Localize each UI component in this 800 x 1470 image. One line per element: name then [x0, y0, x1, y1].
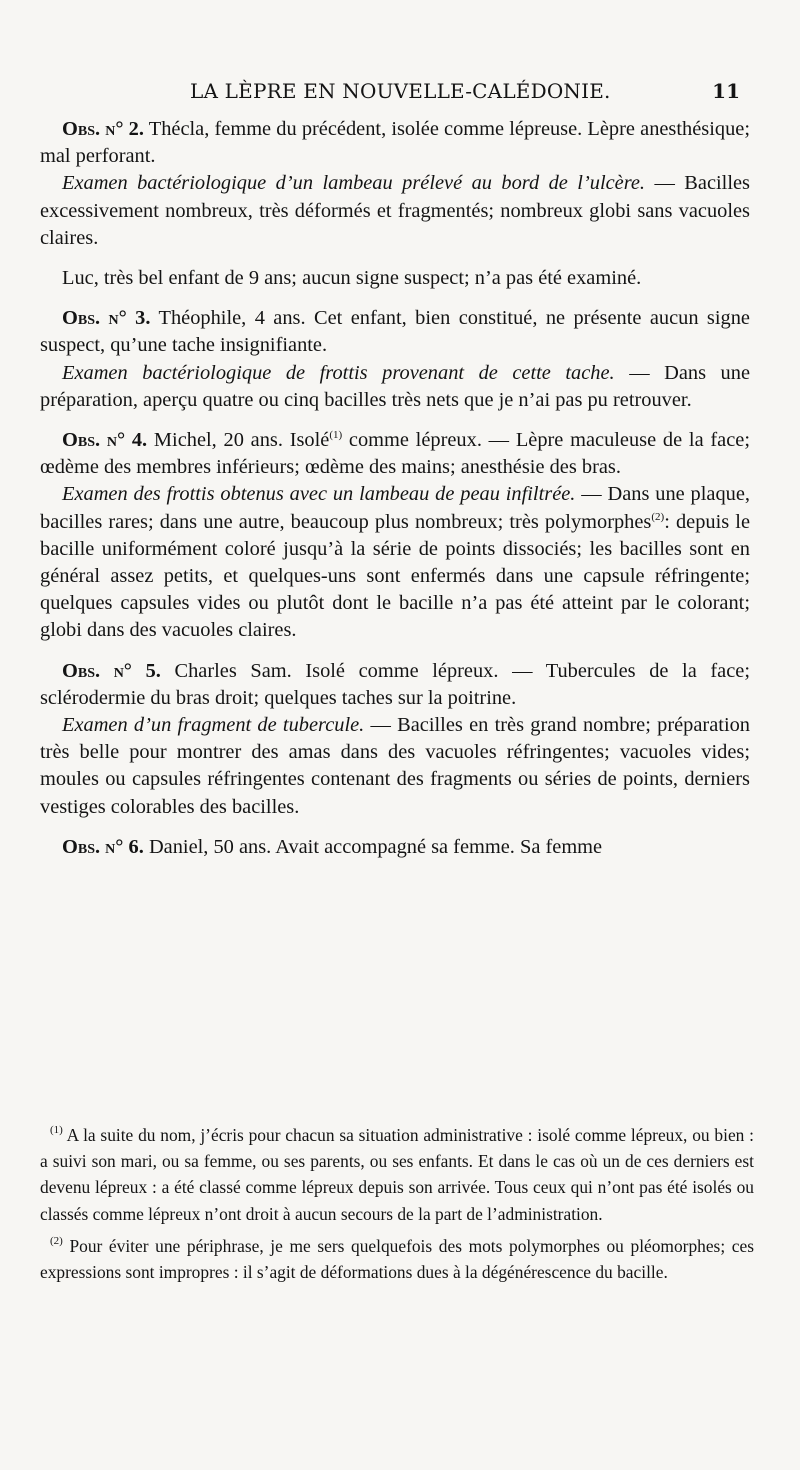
exam-title: Examen bactériologique de frottis provenant de cette tache. [62, 361, 615, 384]
observation-text: Thécla, femme du précédent, isolée comme lépreuse. Lèpre anesthésique; mal perforant. [40, 118, 750, 168]
observation-label: Obs. n° 6. [62, 835, 144, 858]
exam-title: Examen des frottis obtenus avec un lambeau de peau infiltrée. [62, 483, 576, 506]
observation-text: Michel, 20 ans. Isolé [147, 429, 330, 452]
exam-text: — Dans une préparation, aperçu quatre ou cinq bacilles très nets que je n’ai pas pu retrouver. [40, 361, 750, 411]
exam-text-cont: : depuis le bacille uniformément coloré jusqu’à la série de points dissociés; les bacilles sont en général assez petits, et quelques-uns sont enfermés dans une capsule réfringente; quelques capsules vides ou plutôt dont le bacille n’a pas été atteint par le colorant; globi dans des vacuoles claires. [40, 510, 750, 642]
observation-4 [40, 427, 750, 481]
observation-5 [40, 658, 750, 712]
exam-title: Examen bactériologique d’un lambeau prélevé au bord de l’ulcère. [62, 172, 646, 195]
observation-label: Obs. n° 2. [62, 118, 144, 140]
footnote-text: A la suite du nom, j’écris pour chacun sa situation administrative : isolé comme lépreux, ou bien : a suivi son mari, ou sa femme, ou ses parents, ou ses enfants. Et dans le cas où un de ces derniers est devenu lépreux : a été classé comme lépreux depuis son arrivée. Tous ceux qui n’ont pas été isolés ou classés comme lépreux n’ont droit à aucun secours de la part de l’administration. [40, 1125, 754, 1224]
observation-text: Charles Sam. Isolé comme lépreux. — Tubercules de la face; sclérodermie du bras droit; quelques taches sur la poitrine. [40, 659, 750, 709]
page-number: 11 [712, 79, 740, 103]
footnote-text: Pour éviter une périphrase, je me sers quelquefois des mots polymorphes ou pléomorphes; ces expressions sont impropres : il s’agit de déformations dues à la dégénérescence du bacille. [40, 1235, 754, 1283]
exam-text: — Bacilles en très grand nombre; préparation très belle pour montrer des amas dans des vacuoles réfringentes; vacuoles vides; moules ou capsules réfringentes contenant des fragments ou séries de points, derniers vestiges colorables des bacilles. [40, 714, 750, 818]
footnote-2 [40, 1233, 754, 1285]
exam-text: — Bacilles excessivement nombreux, très déformés et fragmentés; nombreux globi sans vacuoles claires. [40, 172, 750, 249]
observation-label: Obs. n° 4. [62, 429, 148, 452]
observation-text: Daniel, 50 ans. Avait accompagné sa femme. Sa femme [143, 835, 603, 858]
running-header [40, 76, 740, 106]
running-title: LA LÈPRE EN NOUVELLE-CALÉDONIE. [190, 79, 611, 103]
footnote-marker: (1) [50, 1124, 63, 1136]
footnote-ref-1[interactable]: (1) [329, 429, 343, 442]
exam-title: Examen d’un fragment de tubercule. [62, 714, 365, 737]
observation-2-exam [40, 170, 750, 252]
observation-2 [40, 116, 750, 170]
exam-text: — Dans une plaque, bacilles rares; dans une autre, beaucoup plus nombreux; très polymorphes [40, 483, 750, 533]
observation-4-exam [40, 481, 750, 644]
footnote-1 [40, 1122, 754, 1227]
observation-3 [40, 305, 750, 359]
observation-label: Obs. n° 5. [62, 659, 161, 682]
footnote-marker: (2) [50, 1234, 63, 1247]
observation-5-exam [40, 712, 750, 821]
observation-text: Théophile, 4 ans. Cet enfant, bien constitué, ne présente aucun signe suspect, qu’une tache insignifiante. [40, 307, 750, 357]
observation-6 [40, 834, 750, 861]
paragraph-luc: Luc, très bel enfant de 9 ans; aucun signe suspect; n’a pas été examiné. [62, 267, 642, 290]
observation-label: Obs. n° 3. [62, 307, 151, 330]
observation-text-cont: comme lépreux. — Lèpre maculeuse de la face; œdème des membres inférieurs; œdème des mains; anesthésie des bras. [40, 429, 750, 479]
footnote-ref-2[interactable]: (2) [651, 510, 665, 523]
main-text [40, 116, 750, 874]
observation-3-exam [40, 360, 750, 414]
footnotes [40, 1122, 754, 1291]
